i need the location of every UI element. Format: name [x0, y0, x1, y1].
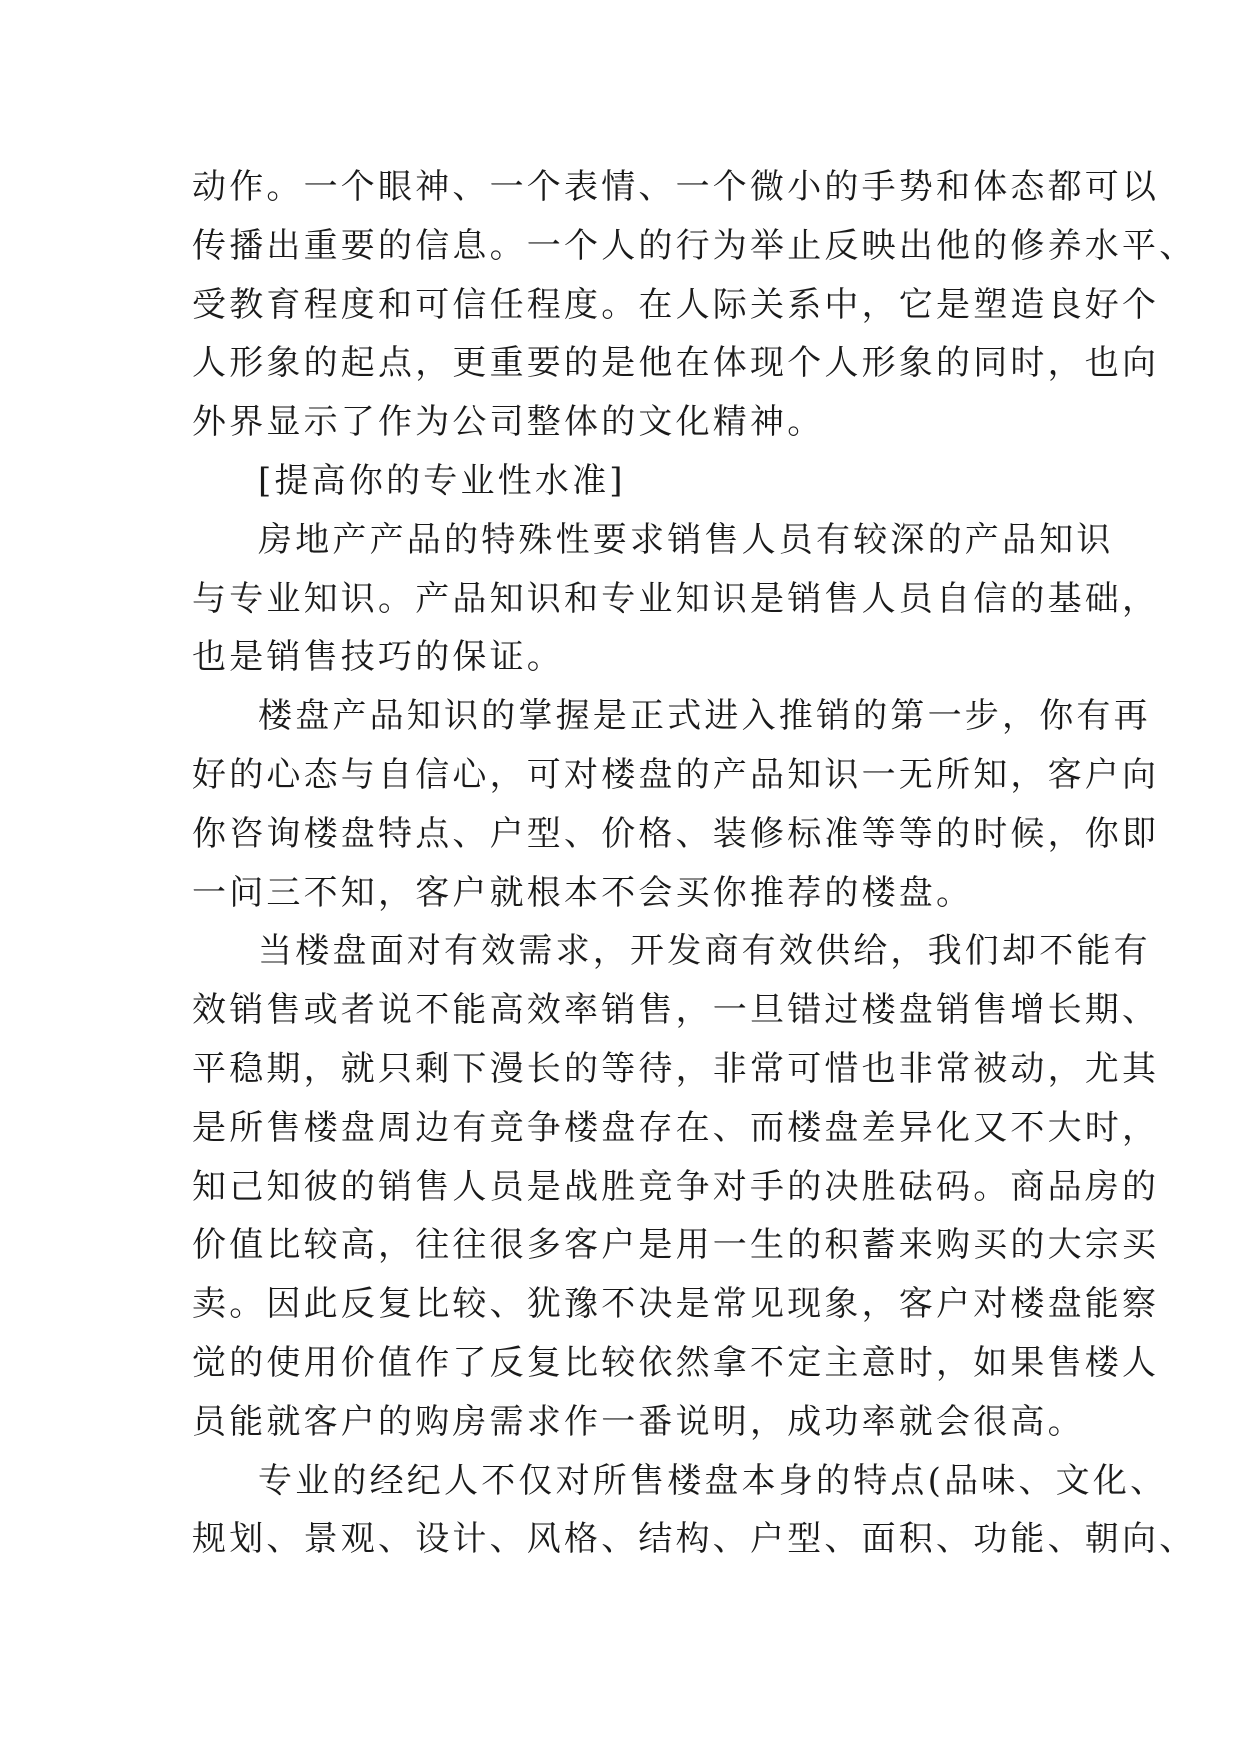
text-line: 楼盘产品知识的掌握是正式进入推销的第一步，你有再	[258, 696, 1151, 737]
text-line: 规划、景观、设计、风格、结构、户型、面积、功能、朝向、	[192, 1519, 1197, 1560]
text-line: 卖。因此反复比较、犹豫不决是常见现象，客户对楼盘能察	[192, 1284, 1160, 1325]
text-line: 动作。一个眼神、一个表情、一个微小的手势和体态都可以	[192, 167, 1160, 207]
text-line: 当楼盘面对有效需求，开发商有效供给，我们却不能有	[258, 931, 1151, 972]
text-line: 一问三不知，客户就根本不会买你推荐的楼盘。	[192, 872, 974, 913]
text-line: 传播出重要的信息。一个人的行为举止反映出他的修养水平、	[192, 225, 1197, 266]
text-line: 与专业知识。产品知识和专业知识是销售人员自信的基础，	[192, 578, 1160, 619]
text-line: 价值比较高，往往很多客户是用一生的积蓄来购买的大宗买	[192, 1225, 1160, 1266]
text-line: 你咨询楼盘特点、户型、价格、装修标准等等的时候，你即	[192, 813, 1160, 854]
section-heading: [提高你的专业性水准]	[258, 460, 626, 501]
text-line: 平稳期，就只剩下漫长的等待，非常可惜也非常被动，尤其	[192, 1048, 1160, 1089]
text-line: 受教育程度和可信任程度。在人际关系中，它是塑造良好个	[192, 284, 1160, 325]
text-line: 也是销售技巧的保证。	[192, 637, 564, 678]
text-line: 是所售楼盘周边有竞争楼盘存在、而楼盘差异化又不大时，	[192, 1107, 1160, 1148]
text-line: 知己知彼的销售人员是战胜竞争对手的决胜砝码。商品房的	[192, 1166, 1160, 1207]
text-line: 房地产产品的特殊性要求销售人员有较深的产品知识	[258, 519, 1114, 560]
document-page	[192, 158, 1197, 1569]
text-line: 觉的使用价值作了反复比较依然拿不定主意时，如果售楼人	[192, 1342, 1160, 1383]
text-line: 外界显示了作为公司整体的文化精神。	[192, 402, 825, 443]
text-line: 好的心态与自信心，可对楼盘的产品知识一无所知，客户向	[192, 754, 1160, 795]
text-line: 专业的经纪人不仅对所售楼盘本身的特点(品味、文化、	[258, 1460, 1168, 1501]
text-line: 人形象的起点，更重要的是他在体现个人形象的同时，也向	[192, 343, 1160, 384]
text-line: 员能就客户的购房需求作一番说明，成功率就会很高。	[192, 1401, 1085, 1442]
text-line: 效销售或者说不能高效率销售，一旦错过楼盘销售增长期、	[192, 990, 1160, 1031]
